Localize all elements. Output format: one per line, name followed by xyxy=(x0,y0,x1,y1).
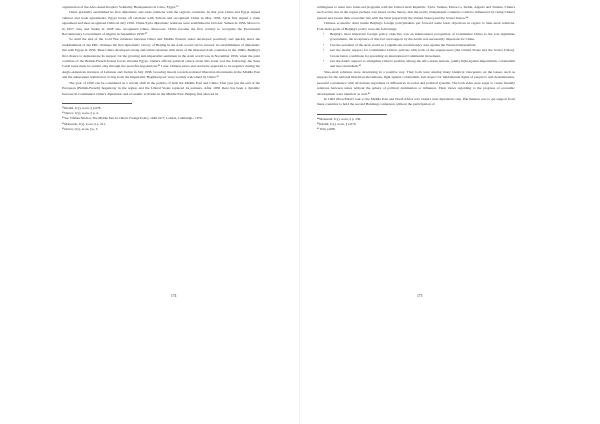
objectives-list xyxy=(317,32,515,70)
list-item-text: Use the potential of the Arab world as a significant revolutionary area against the Western imperialism. xyxy=(330,42,477,47)
left-paragraph-2: China gradually established its first diplomatic and trade relations with the region's countries. In that year China and Egypt signed cultural and trade agreements. Egypt broke off relations with Taiwan and recognized China in May 1956. Syria first signed a trade agreement and then recognized China in July 1956. China-Syria diplomatic relations were established in October. Yemen in 1956, Morocco in 1957, Iraq and Sudan in 1958 also recognized China. Moreover, China became the first country to recognize the Provisional Revolutionary Government of Algeria in September 1958.⁴⁰ xyxy=(62,10,260,37)
footnote: ⁴⁶ Ibid, p.688. xyxy=(317,127,336,132)
page-number-left: 174 xyxy=(171,294,177,298)
list-item-text: Get the Arabs' support for Communist China's policies with both of the superpowers (the United States and the Soviet Union). Create better conditions for spreading an international Communist movement. xyxy=(330,48,515,58)
footnote: ⁴⁰Ostrov, Ivy), ss.öu, § p. 4. xyxy=(62,111,99,116)
left-page xyxy=(62,5,260,132)
list-item xyxy=(317,48,515,59)
left-footnotes xyxy=(62,106,260,132)
left-body xyxy=(62,5,260,97)
left-paragraph-1: organisation of the Afro-Asian People's Solidarity Headquarters in Cairo, Egypt.³⁹ xyxy=(62,5,179,9)
bullet-icon: • xyxy=(323,42,325,47)
right-footnotes xyxy=(317,117,515,133)
footnote: ⁴⁴Manasrah, Ivy), ss.öu, § p. 236. xyxy=(317,116,361,121)
right-body xyxy=(317,5,515,108)
footnote: ⁴²Manasrah, Ivy), ss.öu, § p. 221. xyxy=(62,121,106,126)
footnote-rule xyxy=(317,114,387,115)
right-paragraph-3: Sino-Arab relations were developing in a positive way. They both were sharing many identical viewpoints on the issues, such as support for the national liberation movements, fight against colonialism, full respect for fundamental rights of people to self-determination, peaceful coexistence with all nations regardless of differences in social and political systems. The both sides were eager to create friendly relations between states without the sphere of political domination or influence. Their views regarding to the progress of economic development were identical as well.⁴⁶ xyxy=(317,69,515,96)
bullet-icon: • xyxy=(323,48,325,53)
bullet-icon: • xyxy=(323,59,325,64)
list-item xyxy=(317,32,515,43)
list-item-text: Get the Arabs' support to strengthen China's position among the Afro-Asian nations, jointly fight against imperialism, colonialism and neocolonialism.⁴⁵ xyxy=(330,59,515,69)
footnote: ⁴¹See Yitzhak Shichor, The Middle East in China's Foreign Policy, 1949-1977, London, Cambridge , 1979. xyxy=(62,116,203,121)
footnote-rule xyxy=(62,103,132,104)
left-paragraph-3: So until the end of the Cold War relations between China and Middle Eastern states developed positively and quickly since the establishment of the PRC. Perhaps the first diplomatic victory of Beijing in the Arab world can be viewed: its establishment of diplomatic ties with Egypt in 1956. Then China developed strong and stable relations with most of the liberated Arab countries in the 1960s. Beijing's first chance to demonstrate its support for the growing anti-imperialist sentiment in the Arab world was in November 1956, when the joint coalition of the British-French-Israeli forces invaded Egypt. China's official political stance about this event was the following: the Suez Canal issue must be settled only through the peaceful negotiations.⁴¹ Later Chinese news and reactions appeared to be negative during the Anglo-American invasion of Lebanon and Jordan in July 1958. Growing moods towards national liberation movements in the Middle East and the subsequent withdrawal of Iraq from the imperialist 'Baghdad pact' were warmly welcomed by China.⁴² xyxy=(62,37,260,80)
page-gutter xyxy=(299,0,300,424)
right-paragraph-2: Chinese economic drive inside Beijing's foreign policymakers put forward some basic objectives in regard to Sino-Arab relations. Four main goals of Beijing's policy were the followings: xyxy=(317,21,515,31)
list-item-text: Beijing's most important foreign policy objective was an international recognition of Communist China as the sole legitimate government, the acceptance of this fact and support by the Arabs was necessarily important for China. xyxy=(330,32,515,42)
footnote: ⁴⁵Khalili, Ivy), ss.öu, § p.679. xyxy=(317,121,357,126)
footnote: ⁴³Ostrov, Ivy), ss.öu, § p. 5. xyxy=(62,126,99,131)
right-paragraph-4: In 1963 Zhou Enlai's tour to the Middle East and North Africa was China's next diplomatic step. His mission was to get support from these countries to hold the second Bandung conference without the participation of xyxy=(317,96,515,107)
page-number-right: 175 xyxy=(417,294,423,298)
left-paragraph-4: The year of 1956 can be considered as a crucial shift in the politics of both the Middle East and China. This year put the end of the European (British-French) hegemony in the region and the United States replaced its partners. After 1956 there has been a dynamic increase in Communist China's diplomatic and economic activities in the Middle East. Beijing first showed its xyxy=(62,80,260,96)
bullet-icon: • xyxy=(323,32,325,37)
right-paragraph-1: willingness to enter into trade-aid programs with the United Arab Republic, Syria, Yemen, Morocco, Sudan, Algeria and Tunisia. China's such active ties in the region perhaps was based on the theory, that the newly independent countries could be influenced by rising China's pattern and loosen their economic ties with the West (especially the United States) and the Soviet Union.⁴⁴ xyxy=(317,5,515,20)
list-item xyxy=(317,59,515,70)
footnote: ³⁹Khalili, Ivy), ss.öu, § p.678. xyxy=(62,105,102,110)
right-page xyxy=(317,5,515,132)
